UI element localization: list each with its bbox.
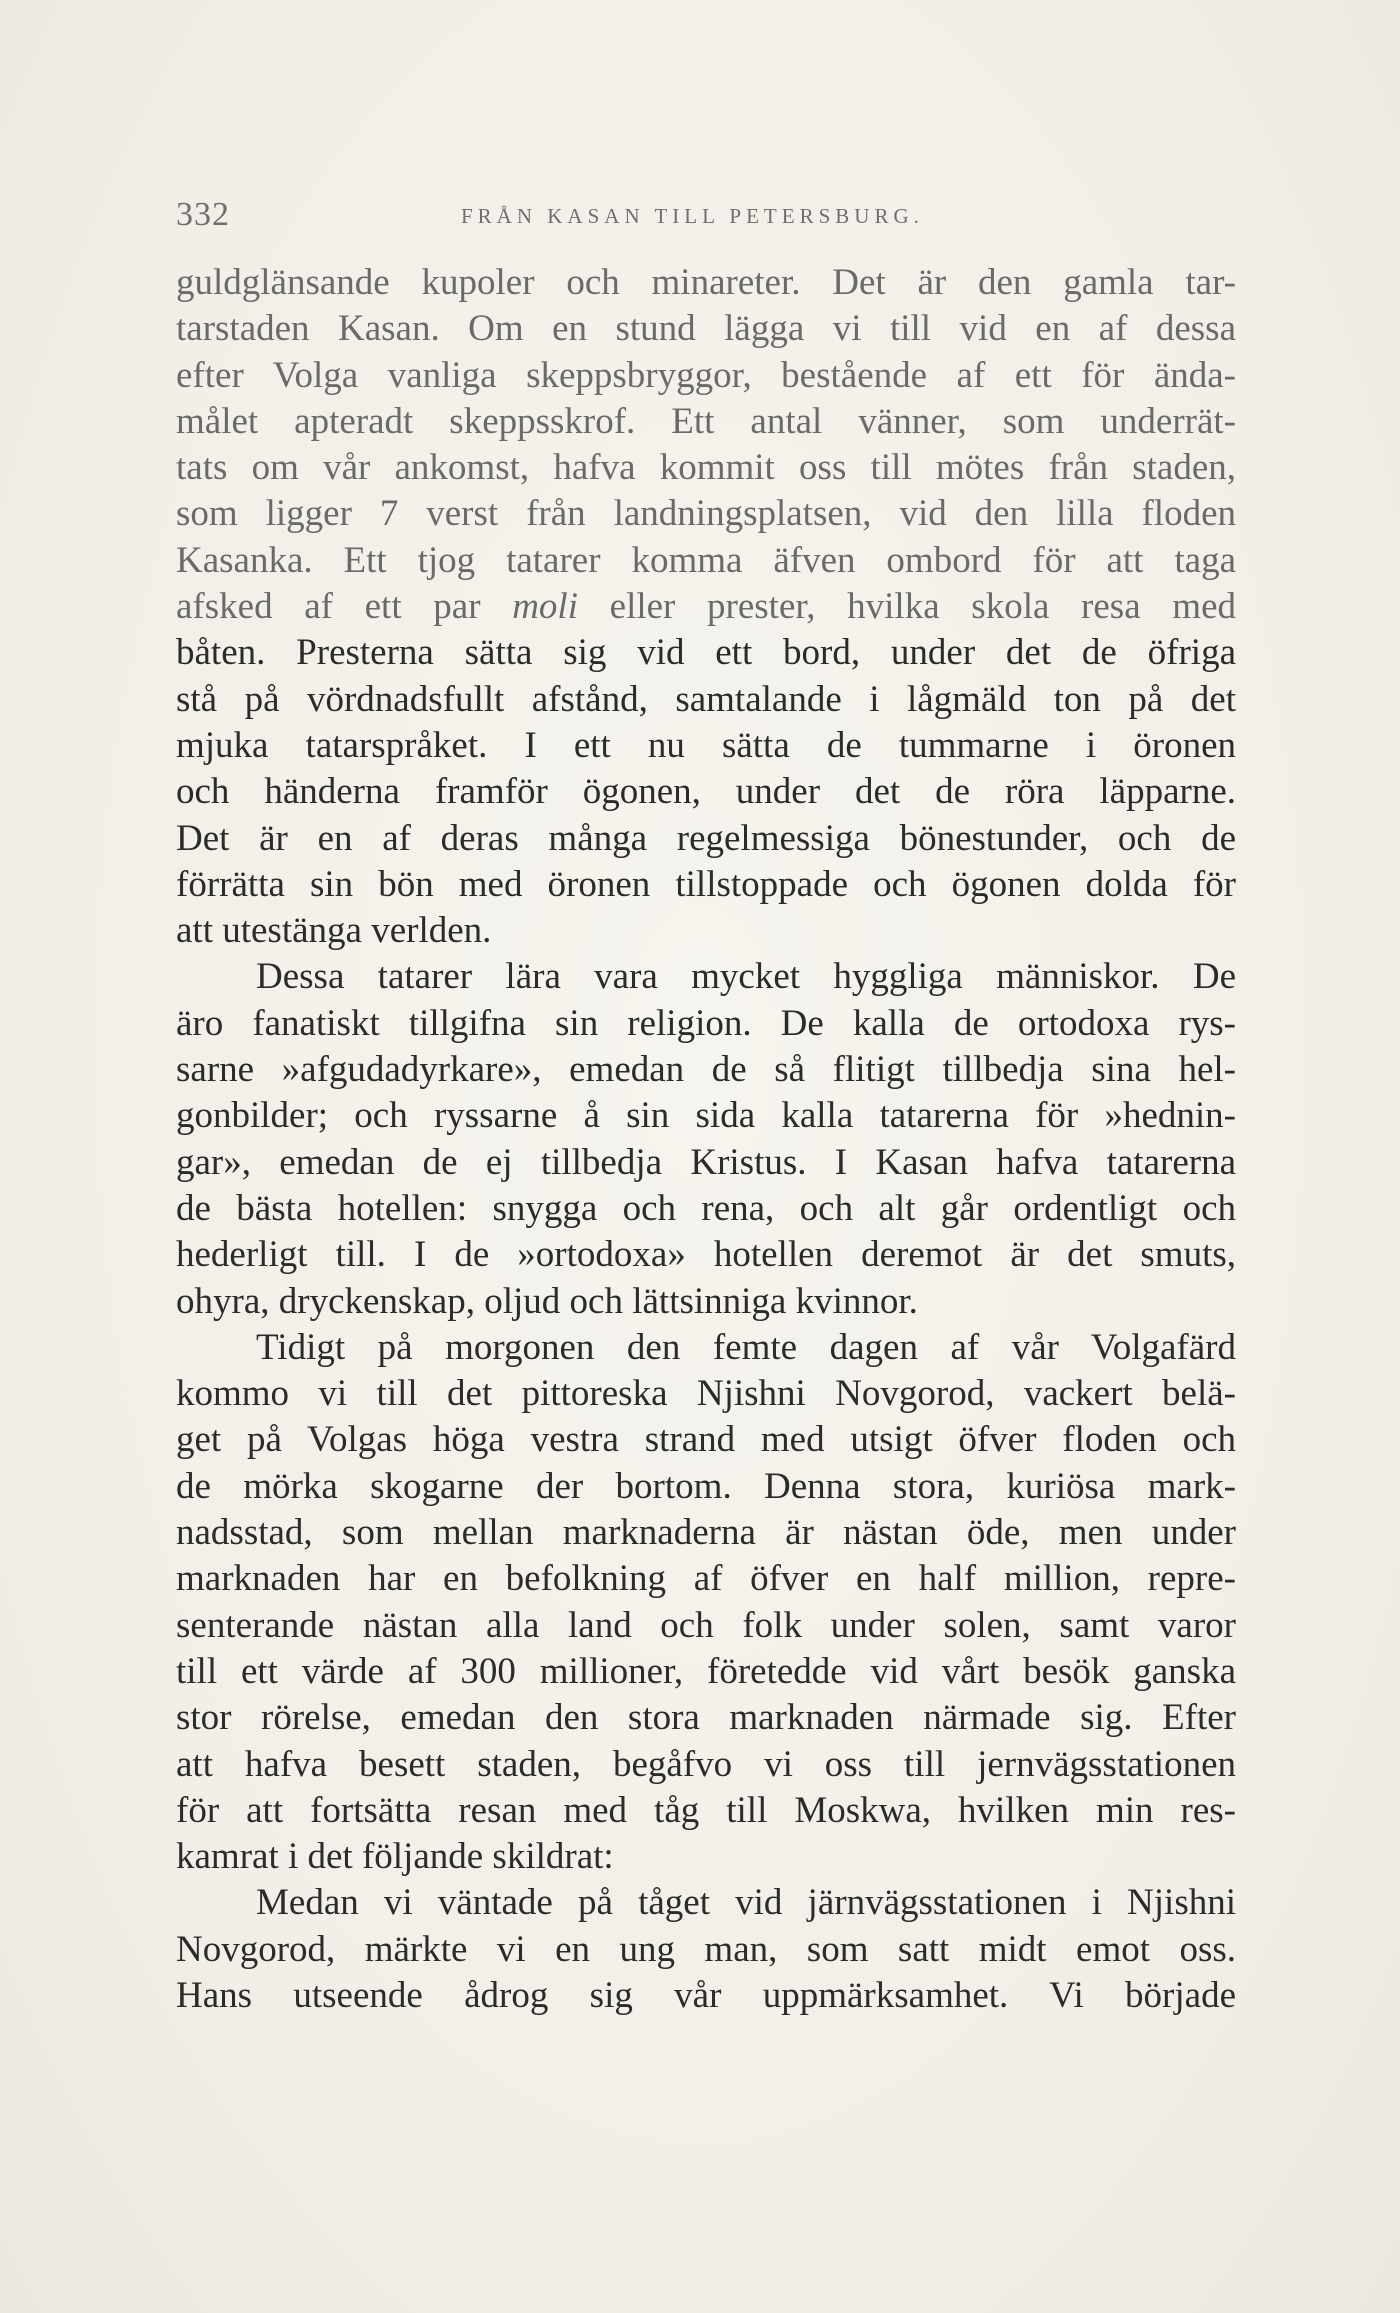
text-line: förrätta sin bön med öronen tillstoppade och ögonen dolda för [176, 863, 1236, 905]
text-line: get på Volgas höga vestra strand med utsigt öfver floden och [176, 1419, 1236, 1461]
paragraph-first-line: Tidigt på morgonen den femte dagen af vår Volgafärd [256, 1326, 1236, 1368]
text-line: för att fortsätta resan med tåg till Moskwa, hvilken min res- [176, 1789, 1236, 1831]
body-text [176, 260, 1236, 2019]
page-header [176, 196, 1236, 236]
text-line: äro fanatiskt tillgifna sin religion. De kalla de ortodoxa rys- [176, 1002, 1236, 1044]
text-line: att utestänga verlden. [176, 910, 492, 952]
text-line: hederligt till. I de »ortodoxa» hotellen deremot är det smuts, [176, 1234, 1236, 1276]
text-line: ohyra, dryckenskap, oljud och lättsinniga kvinnor. [176, 1280, 918, 1322]
text-line: Kasanka. Ett tjog tatarer komma äfven ombord för att taga [176, 539, 1236, 581]
text-line-with-italic [176, 584, 1236, 630]
text-line: som ligger 7 verst från landningsplatsen, vid den lilla floden [176, 493, 1236, 535]
text-line: kommo vi till det pittoreska Njishni Novgorod, vackert belä- [176, 1373, 1236, 1415]
text-line: de mörka skogarne der bortom. Denna stora, kuriösa mark- [176, 1465, 1236, 1507]
text-line: till ett värde af 300 millioner, företedde vid vårt besök ganska [176, 1650, 1236, 1692]
italic-word: moli [512, 586, 578, 628]
page-number: 332 [176, 196, 230, 233]
text-line: marknaden har en befolkning af öfver en half million, repre- [176, 1558, 1236, 1600]
text-line: stå på vördnadsfullt afstånd, samtalande i lågmäld ton på det [176, 678, 1236, 720]
text-line: Novgorod, märkte vi en ung man, som satt midt emot oss. [176, 1928, 1236, 1970]
running-title: FRÅN KASAN TILL PETERSBURG. [461, 204, 924, 228]
text-line: nadsstad, som mellan marknaderna är nästan öde, men under [176, 1512, 1236, 1554]
text-line: gonbilder; och ryssarne å sin sida kalla tatarerna för »hednin- [176, 1095, 1236, 1137]
text-line: båten. Presterna sätta sig vid ett bord, under det de öfriga [176, 632, 1236, 674]
text-line: tarstaden Kasan. Om en stund lägga vi till vid en af dessa [176, 308, 1236, 350]
text-fragment: afsked af ett par [176, 586, 513, 628]
text-line: gar», emedan de ej tillbedja Kristus. I Kasan hafva tatarerna [176, 1141, 1236, 1183]
text-line: mjuka tatarspråket. I ett nu sätta de tummarne i öronen [176, 724, 1236, 766]
text-line: stor rörelse, emedan den stora marknaden närmade sig. Efter [176, 1697, 1236, 1739]
paragraph-first-line: Dessa tatarer lära vara mycket hyggliga människor. De [256, 956, 1236, 998]
text-line: de bästa hotellen: snygga och rena, och alt går ordentligt och [176, 1187, 1236, 1229]
text-line: målet apteradt skeppsskrof. Ett antal vänner, som underrät- [176, 400, 1236, 442]
text-line: Det är en af deras många regelmessiga bönestunder, och de [176, 817, 1236, 859]
text-line: Hans utseende ådrog sig vår uppmärksamhet. Vi började [176, 1974, 1236, 2016]
text-line: tats om vår ankomst, hafva kommit oss till mötes från staden, [176, 447, 1236, 489]
text-line: sarne »afgudadyrkare», emedan de så flitigt tillbedja sina hel- [176, 1049, 1236, 1091]
paragraph-first-line: Medan vi väntade på tåget vid järnvägsstationen i Njishni [256, 1882, 1236, 1924]
text-line: guldglänsande kupoler och minareter. Det är den gamla tar- [176, 262, 1236, 303]
text-line: senterande nästan alla land och folk under solen, samt varor [176, 1604, 1236, 1646]
text-fragment: eller prester, hvilka skola resa med [577, 586, 1236, 628]
text-line: och händerna framför ögonen, under det de röra läpparne. [176, 771, 1236, 813]
text-line: att hafva besett staden, begåfvo vi oss till jernvägsstationen [176, 1743, 1236, 1785]
text-line: efter Volga vanliga skeppsbryggor, bestående af ett för ända- [176, 354, 1236, 396]
text-line: kamrat i det följande skildrat: [176, 1836, 614, 1878]
